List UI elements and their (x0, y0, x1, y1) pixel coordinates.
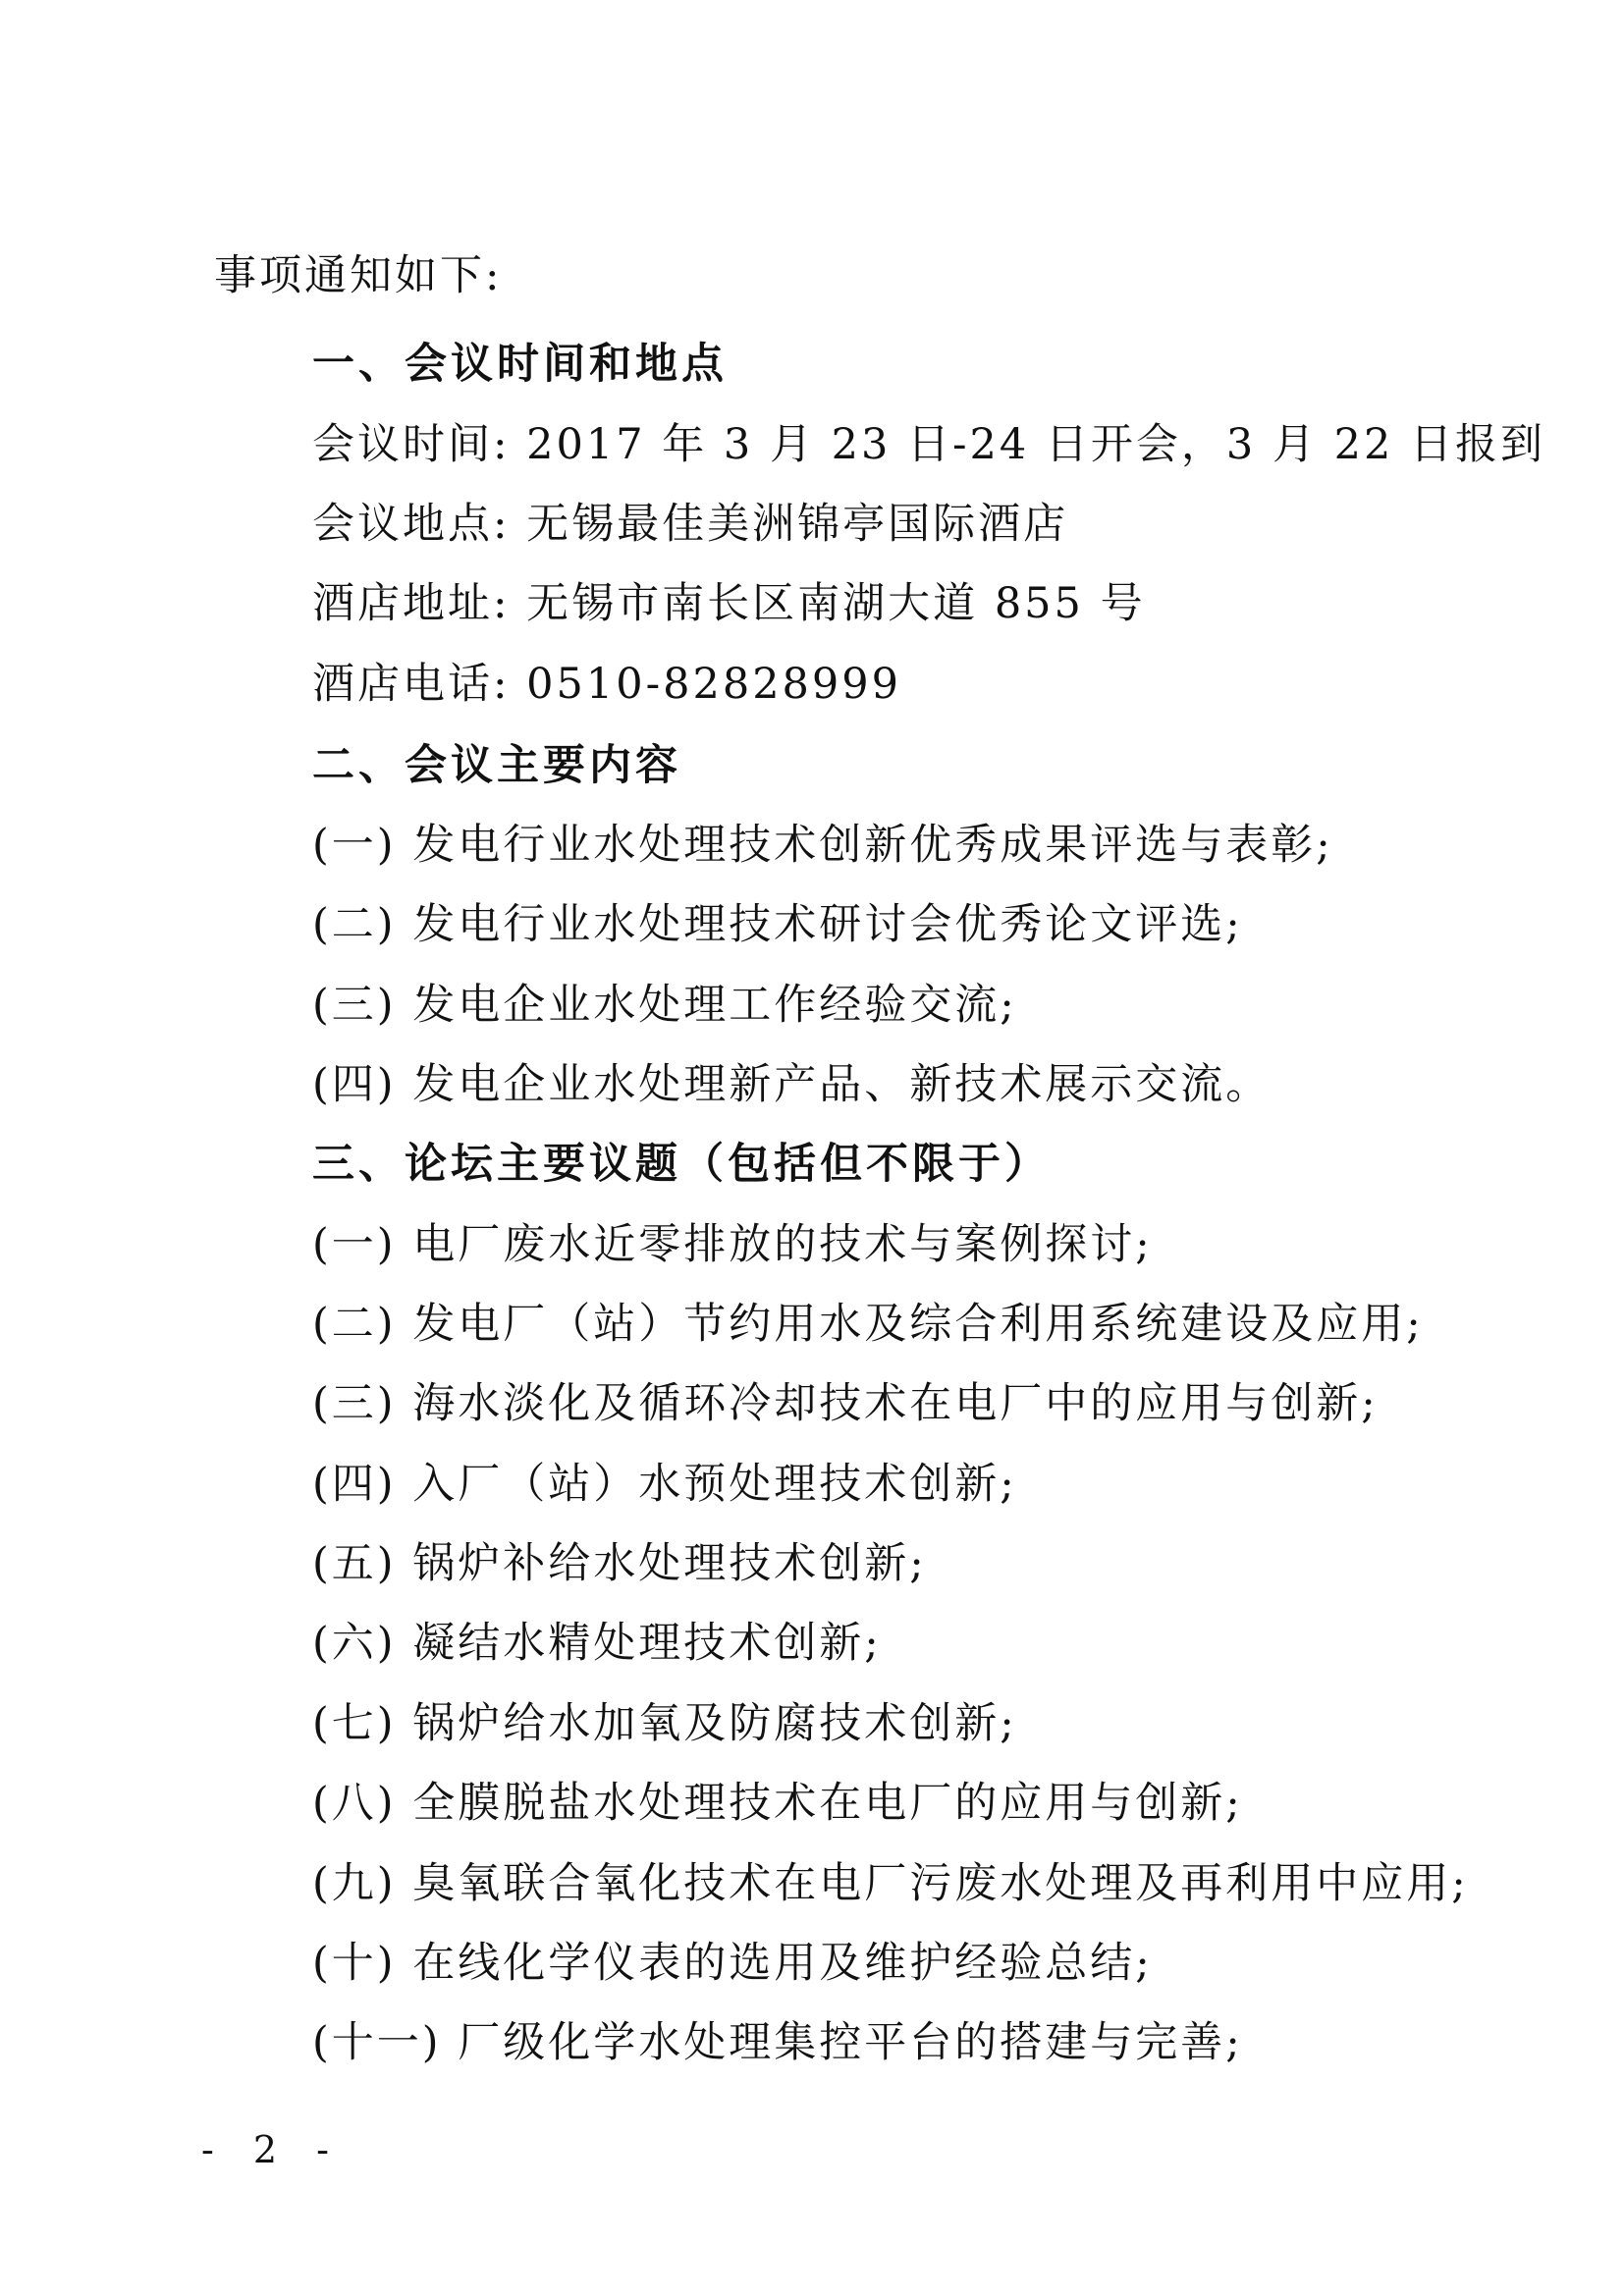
list-item: (四) 发电企业水处理新产品、新技术展示交流。 (312, 1060, 1272, 1109)
intro-text: 事项通知如下: (214, 251, 503, 300)
list-item: (三) 海水淡化及循环冷却技术在电厂中的应用与创新; (312, 1379, 1379, 1428)
section-2-heading: 二、会议主要内容 (312, 741, 681, 790)
list-item: (一) 电厂废水近零排放的技术与案例探讨; (312, 1220, 1153, 1269)
section-3-heading: 三、论坛主要议题（包括但不限于） (312, 1140, 1051, 1189)
list-item: (二) 发电行业水处理技术研讨会优秀论文评选; (312, 900, 1243, 949)
page-number: - 2 - (201, 2128, 344, 2171)
section-1-heading: 一、会议时间和地点 (312, 340, 728, 389)
list-item: (五) 锅炉补给水处理技术创新; (312, 1539, 927, 1588)
hotel-address-line: 酒店地址: 无锡市南长区南湖大道 855 号 (312, 579, 1146, 628)
hotel-phone-line: 酒店电话: 0510-82828999 (312, 660, 901, 709)
list-item: (三) 发电企业水处理工作经验交流; (312, 981, 1017, 1030)
list-item: (六) 凝结水精处理技术创新; (312, 1619, 882, 1668)
list-item: (四) 入厂（站）水预处理技术创新; (312, 1460, 1017, 1509)
list-item: (七) 锅炉给水加氧及防腐技术创新; (312, 1699, 1017, 1748)
list-item: (一) 发电行业水处理技术创新优秀成果评选与表彰; (312, 821, 1333, 870)
meeting-location-line: 会议地点: 无锡最佳美洲锦亭国际酒店 (312, 500, 1069, 549)
list-item: (八) 全膜脱盐水处理技术在电厂的应用与创新; (312, 1779, 1243, 1828)
list-item: (九) 臭氧联合氧化技术在电厂污废水处理及再利用中应用; (312, 1859, 1469, 1908)
list-item: (十) 在线化学仪表的选用及维护经验总结; (312, 1939, 1153, 1988)
meeting-time-line: 会议时间: 2017 年 3 月 23 日-24 日开会，3 月 22 日报到 (312, 420, 1545, 469)
list-item: (十一) 厂级化学水处理集控平台的搭建与完善; (312, 2018, 1243, 2067)
list-item: (二) 发电厂（站）节约用水及综合利用系统建设及应用; (312, 1300, 1424, 1349)
